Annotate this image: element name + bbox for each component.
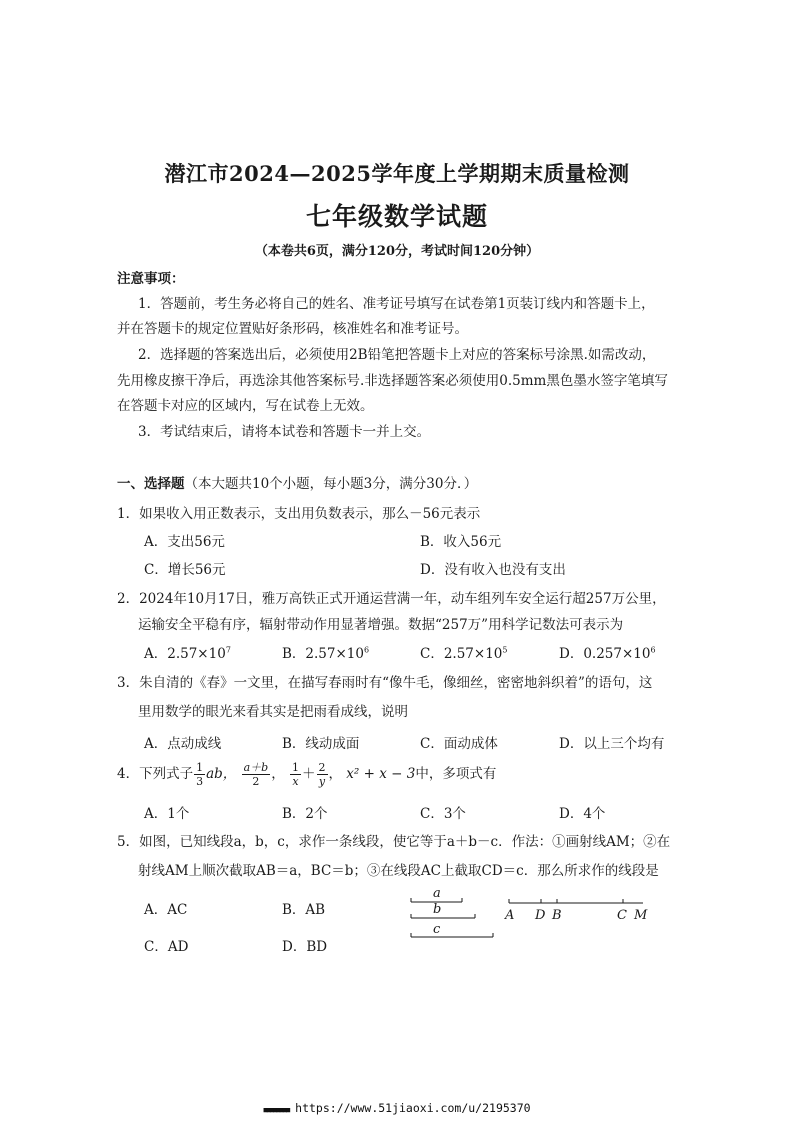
ray-am — [509, 899, 643, 903]
exam-info: （本卷共6页，满分120分，考试时间120分钟） — [254, 244, 540, 259]
question-2-stem-line-2: 运输安全平稳有序，辐射带动作用显著增强。数据“257万”用科学记数法可表示为 — [138, 617, 624, 633]
section-heading — [117, 472, 477, 492]
footer-url[interactable]: https://www.51jiaoxi.com/u/2195370 — [295, 1101, 531, 1115]
question-5-option-d: D．BD — [282, 939, 328, 955]
question-3-option-a: A．点动成线 — [144, 736, 222, 752]
question-4-option-b: B．2个 — [282, 806, 328, 822]
point-a-label: A — [505, 908, 515, 923]
note-2-line-1: 2．选择题的答案选出后，必须使用2B铅笔把答题卡上对应的答案标号涂黑.如需改动， — [138, 347, 656, 363]
note-2-line-3: 在答题卡对应的区域内，写在试卷上无效。 — [117, 398, 374, 414]
footer-mark: ■■■■■■■■ — [263, 1106, 290, 1114]
segment-c-label: c — [433, 922, 441, 937]
question-3-stem-line-2: 里用数学的眼光来看其实是把雨看成线，说明 — [138, 704, 408, 720]
question-4-stem: 4．下列式子 $\frac{1}{3}$ ab， $\frac{a+b}{2}$ ， $\frac{1}{x}$ ＋ $\frac{2}{y}$ ， x² + x − 3中，多项式有 — [117, 761, 497, 788]
point-c-label: C — [617, 908, 627, 923]
question-5-option-a: A．AC — [144, 902, 188, 918]
exam-subject-title: 七年级数学试题 — [305, 202, 488, 231]
segment-b-label: b — [433, 902, 442, 917]
segments-figure — [405, 882, 505, 944]
question-3-stem-line-1: 3．朱自清的《春》一文里，在描写春雨时有“像牛毛，像细丝，密密地斜织着”的语句，这 — [117, 675, 653, 691]
fraction-2-over-y: $\frac{2}{y}$ — [318, 761, 326, 788]
section-description: （本大题共10个小题，每小题3分，满分30分．） — [184, 476, 478, 492]
point-d-label: D — [535, 908, 546, 923]
note-3: 3．考试结束后，请将本试卷和答题卡一并上交。 — [138, 424, 431, 440]
section-label: 一、选择题 — [117, 476, 185, 492]
question-2-option-b: B．$2.57\times 10^6$ — [282, 645, 370, 662]
segment-b — [411, 914, 475, 918]
question-2-stem-line-1: 2．2024年10月17日，雅万高铁正式开通运营满一年，动车组列车安全运行超257万公里， — [117, 591, 666, 607]
notes-heading: 注意事项： — [117, 271, 185, 287]
question-4-option-a: A．1个 — [144, 806, 190, 822]
question-4-option-c: C．3个 — [420, 806, 466, 822]
question-2-option-c: C．$2.57\times 10^5$ — [420, 645, 508, 662]
question-5-option-b: B．AB — [282, 902, 326, 918]
exam-title: 潜江市2024—2025学年度上学期期末质量检测 — [164, 161, 630, 186]
question-3-option-c: C．面动成体 — [420, 736, 498, 752]
footer-watermark — [0, 1101, 794, 1115]
ray-am-figure — [503, 893, 663, 927]
question-5-stem-line-1: 5．如图，已知线段a，b，c，求作一条线段，使它等于a＋b－c．作法：①画射线AM；②在 — [117, 834, 671, 850]
fraction-one-third: $\frac{1}{3}$ — [196, 761, 204, 788]
question-2-option-d: D．$0.257\times 10^6$ — [559, 645, 656, 662]
question-2-option-a: A．$2.57\times 10^7$ — [144, 645, 231, 662]
note-1-line-1: 1．答题前，考生务必将自己的姓名、准考证号填写在试卷第1页装订线内和答题卡上， — [138, 296, 655, 312]
fraction-1-over-x: $\frac{1}{x}$ — [292, 761, 299, 788]
question-5-option-c: C．AD — [144, 939, 189, 955]
polynomial-expression: x² + x − 3 — [346, 766, 416, 782]
question-4-option-d: D．4个 — [559, 806, 606, 822]
question-1-option-d: D．没有收入也没有支出 — [420, 562, 566, 578]
segment-c — [411, 933, 493, 937]
point-b-label: B — [552, 908, 562, 923]
question-5-stem-line-2: 射线AM上顺次截取AB＝a，BC＝b；③在线段AC上截取CD＝c．那么所求作的线段是 — [138, 863, 659, 879]
note-1-line-2: 并在答题卡的规定位置贴好条形码，核准姓名和准考证号。 — [117, 321, 468, 337]
note-2-line-2: 先用橡皮擦干净后，再选涂其他答案标号.非选择题答案必须使用0.5mm黑色墨水签字笔填写 — [117, 373, 668, 389]
question-3-option-d: D．以上三个均有 — [559, 736, 665, 752]
question-1-option-c: C．增长56元 — [144, 562, 226, 578]
question-1-stem: 1．如果收入用正数表示，支出用负数表示，那么－56元表示 — [117, 506, 481, 522]
question-1-option-a: A．支出56元 — [144, 534, 225, 550]
question-3-option-b: B．线动成面 — [282, 736, 360, 752]
point-m-label: M — [634, 908, 648, 923]
question-1-option-b: B．收入56元 — [420, 534, 502, 550]
segment-a-label: a — [433, 886, 441, 901]
fraction-a-plus-b-over-2: $\frac{a+b}{2}$ — [243, 761, 269, 788]
